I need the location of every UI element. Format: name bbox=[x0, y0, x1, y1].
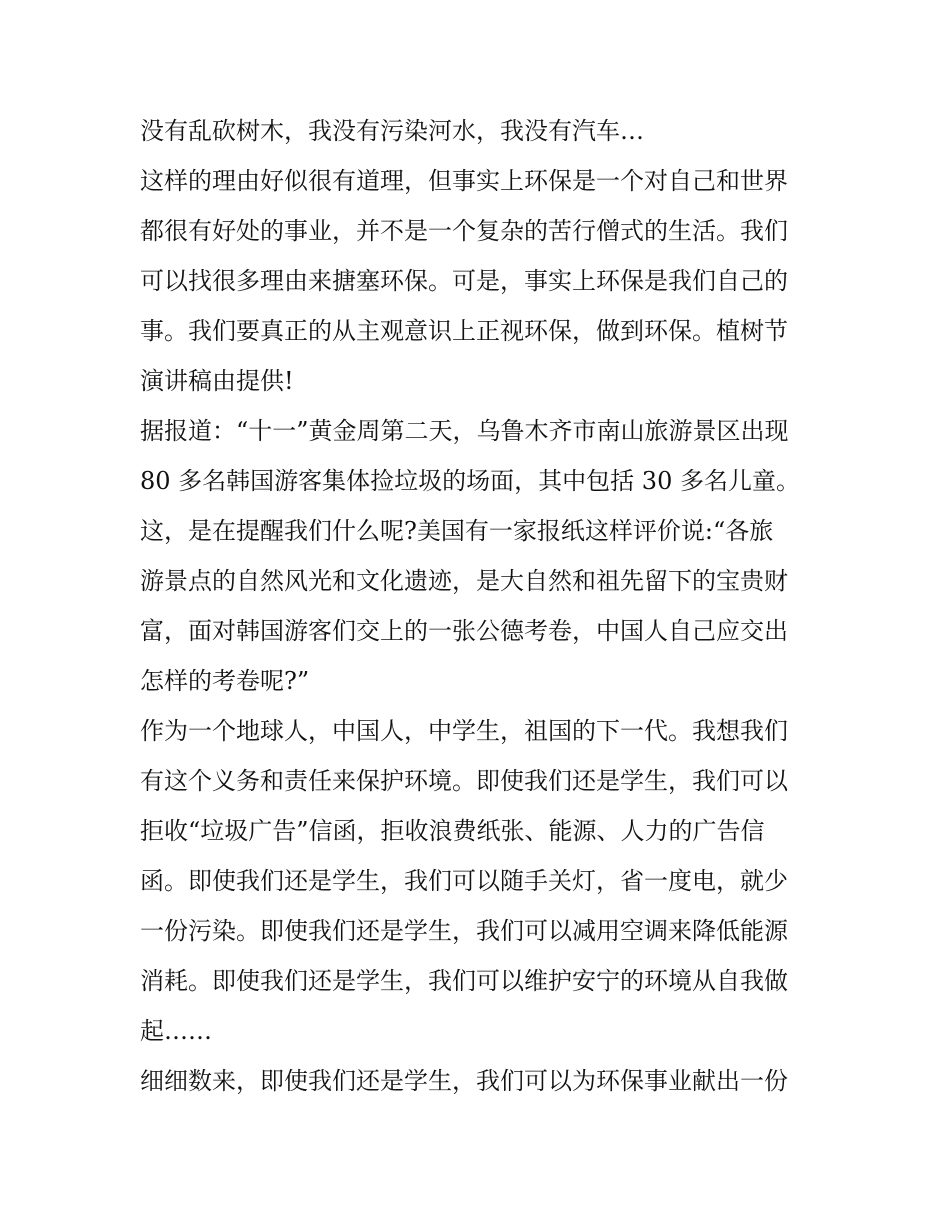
text-line: 事。我们要真正的从主观意识上正视环保，做到环保。植树节 bbox=[140, 317, 788, 345]
text-line: 起…… bbox=[140, 1017, 212, 1045]
text-line: 有这个义务和责任来保护环境。即使我们还是学生，我们可以 bbox=[140, 767, 788, 795]
text-line: 都很有好处的事业，并不是一个复杂的苦行僧式的生活。我们 bbox=[140, 217, 788, 245]
text-line: 据报道：“十一”黄金周第二天，乌鲁木齐市南山旅游景区出现 bbox=[140, 417, 789, 445]
text-line: 80 多名韩国游客集体捡垃圾的场面，其中包括 30 多名儿童。 bbox=[140, 467, 800, 495]
text-line: 演讲稿由提供! bbox=[140, 367, 294, 395]
text-line: 函。即使我们还是学生，我们可以随手关灯，省一度电，就少 bbox=[140, 867, 788, 895]
text-line: 这样的理由好似很有道理，但事实上环保是一个对自己和世界 bbox=[140, 167, 788, 195]
text-line: 这，是在提醒我们什么呢?美国有一家报纸这样评价说:“各旅 bbox=[140, 517, 774, 545]
text-line: 可以找很多理由来搪塞环保。可是，事实上环保是我们自己的 bbox=[140, 267, 788, 295]
text-line: 拒收“垃圾广告”信函，拒收浪费纸张、能源、人力的广告信 bbox=[140, 817, 765, 845]
text-line: 细细数来，即使我们还是学生，我们可以为环保事业献出一份 bbox=[140, 1067, 788, 1095]
text-line: 消耗。即使我们还是学生，我们可以维护安宁的环境从自我做 bbox=[140, 967, 788, 995]
text-line: 游景点的自然风光和文化遗迹，是大自然和祖先留下的宝贵财 bbox=[140, 567, 788, 595]
body-text bbox=[140, 106, 820, 1106]
text-line: 一份污染。即使我们还是学生，我们可以减用空调来降低能源 bbox=[140, 917, 788, 945]
text-line: 怎样的考卷呢?” bbox=[140, 667, 310, 695]
text-line: 没有乱砍树木，我没有污染河水，我没有汽车… bbox=[140, 117, 644, 145]
text-line: 作为一个地球人，中国人，中学生，祖国的下一代。我想我们 bbox=[140, 717, 788, 745]
text-line: 富，面对韩国游客们交上的一张公德考卷，中国人自己应交出 bbox=[140, 617, 788, 645]
